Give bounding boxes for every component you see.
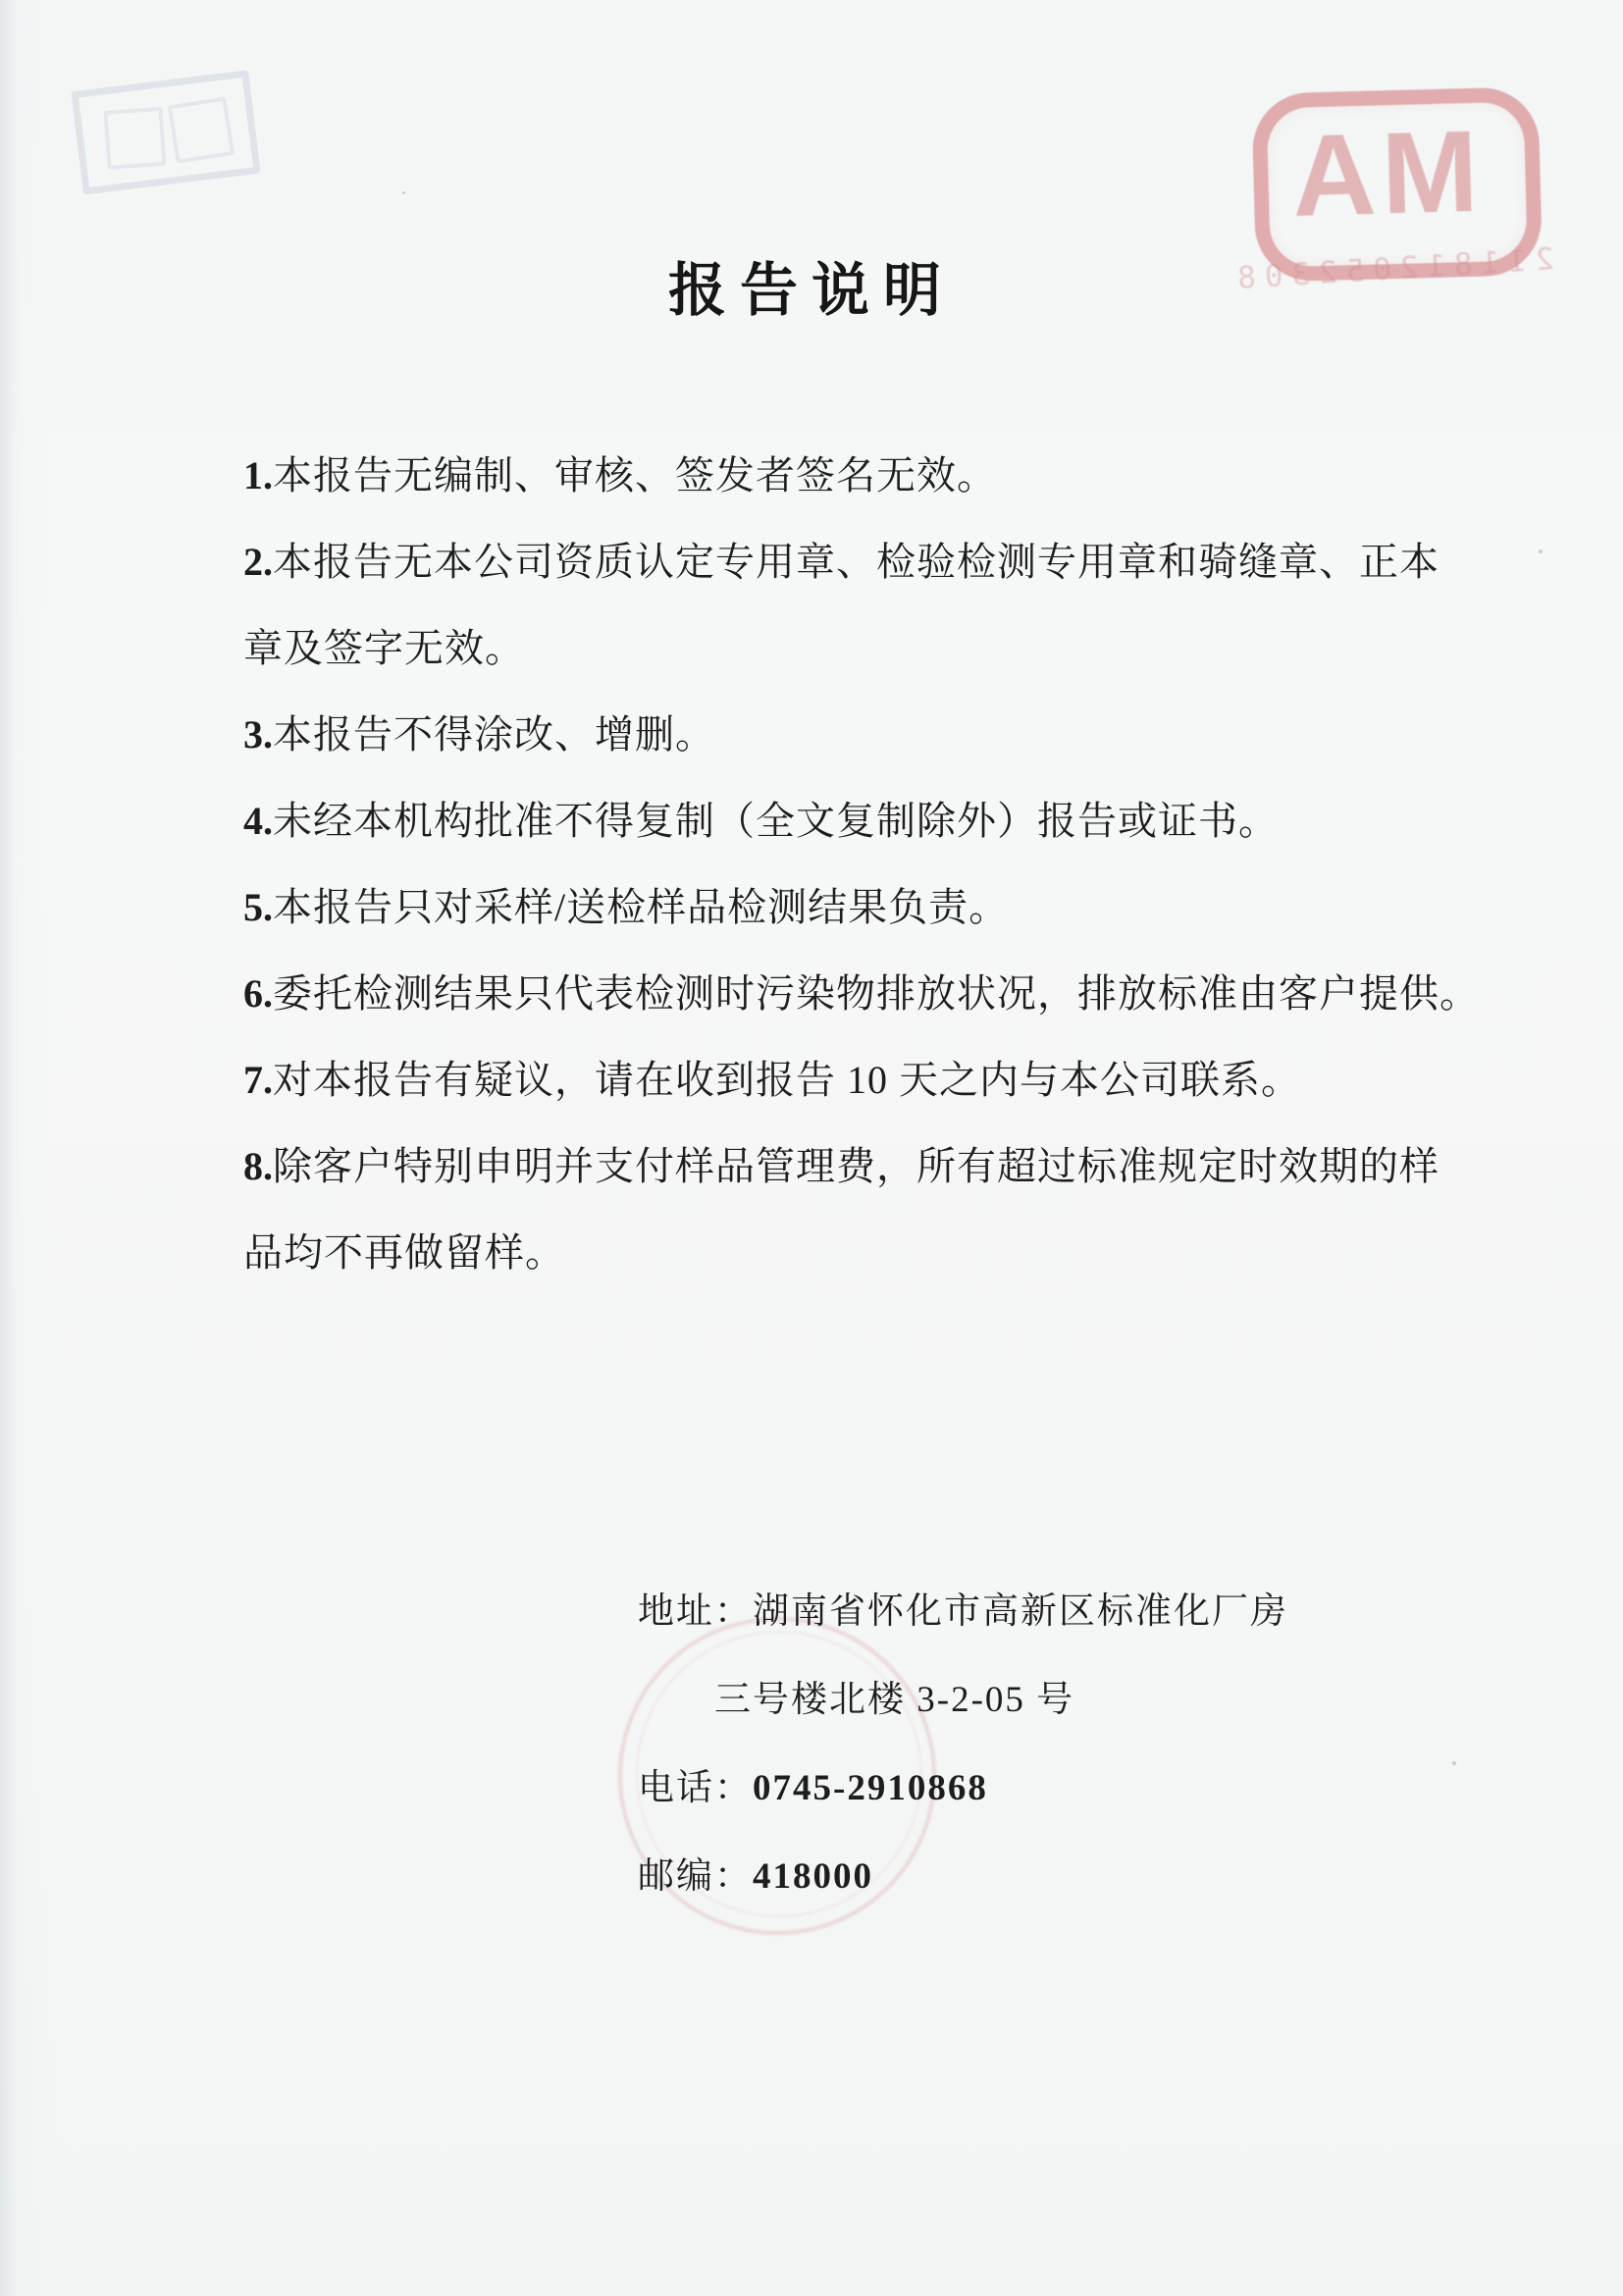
notice-number: 3.	[243, 712, 273, 757]
notice-text: 本报告不得涂改、增删。	[273, 712, 715, 757]
ghost-stamp-mark	[103, 107, 166, 170]
notice-number: 8.	[243, 1144, 273, 1188]
ghost-rect-stamp	[71, 70, 261, 194]
notice-line-8b	[243, 1210, 1578, 1296]
notice-line-2	[243, 519, 1578, 605]
notice-list	[243, 433, 1578, 1296]
notice-number: 1.	[243, 453, 273, 497]
postcode-value: 418000	[753, 1856, 873, 1897]
notice-number: 2.	[243, 540, 273, 584]
notice-text: 本报告只对采样/送检样品检测结果负责。	[273, 885, 1010, 929]
notice-line-4	[243, 778, 1578, 864]
notice-text: 品均不再做留样。	[243, 1230, 565, 1275]
address-value: 湖南省怀化市高新区标准化厂房	[753, 1592, 1288, 1632]
notice-line-2b	[243, 605, 1578, 692]
notice-line-1	[243, 433, 1578, 519]
notice-text: 未经本机构批准不得复制（全文复制除外）报告或证书。	[273, 799, 1279, 843]
ghost-stamp-mark	[168, 96, 236, 164]
address-label: 地址：	[638, 1592, 753, 1632]
notice-text: 委托检测结果只代表检测时污染物排放状况，排放标准由客户提供。	[273, 971, 1480, 1016]
notice-text: 本报告无本公司资质认定专用章、检验检测专用章和骑缝章、正本	[273, 540, 1440, 584]
cma-stamp-serial: 211812052308	[1228, 241, 1555, 297]
address-line2: 三号楼北楼 3-2-05 号	[714, 1680, 1075, 1720]
notice-number: 7.	[243, 1058, 273, 1102]
scan-speck	[402, 191, 405, 194]
scan-speck	[1452, 1761, 1456, 1765]
postcode-label: 邮编：	[638, 1856, 753, 1897]
contact-address-line1	[638, 1568, 1442, 1656]
contact-postcode-line	[638, 1833, 1442, 1921]
contact-phone-line	[638, 1745, 1442, 1833]
contact-address-line2	[638, 1656, 1442, 1745]
notice-line-5	[243, 864, 1578, 951]
scan-speck	[1539, 549, 1543, 553]
page-title: 报告说明	[667, 258, 955, 323]
notice-number: 6.	[243, 971, 273, 1016]
notice-number: 5.	[243, 885, 273, 929]
contact-block	[638, 1568, 1442, 1921]
notice-line-3	[243, 692, 1578, 778]
notice-text: 对本报告有疑议，请在收到报告 10 天之内与本公司联系。	[273, 1058, 1301, 1102]
notice-text: 除客户特别申明并支付样品管理费，所有超过标准规定时效期的样	[273, 1144, 1440, 1188]
notice-text: 章及签字无效。	[243, 626, 525, 670]
notice-line-7	[243, 1037, 1578, 1123]
phone-value: 0745-2910868	[753, 1768, 988, 1808]
notice-text: 本报告无编制、审核、签发者签名无效。	[273, 453, 997, 497]
cma-stamp-letters: MA	[1284, 106, 1480, 241]
notice-number: 4.	[243, 799, 273, 843]
phone-label: 电话：	[638, 1768, 753, 1808]
notice-line-6	[243, 951, 1578, 1037]
notice-line-8	[243, 1123, 1578, 1210]
